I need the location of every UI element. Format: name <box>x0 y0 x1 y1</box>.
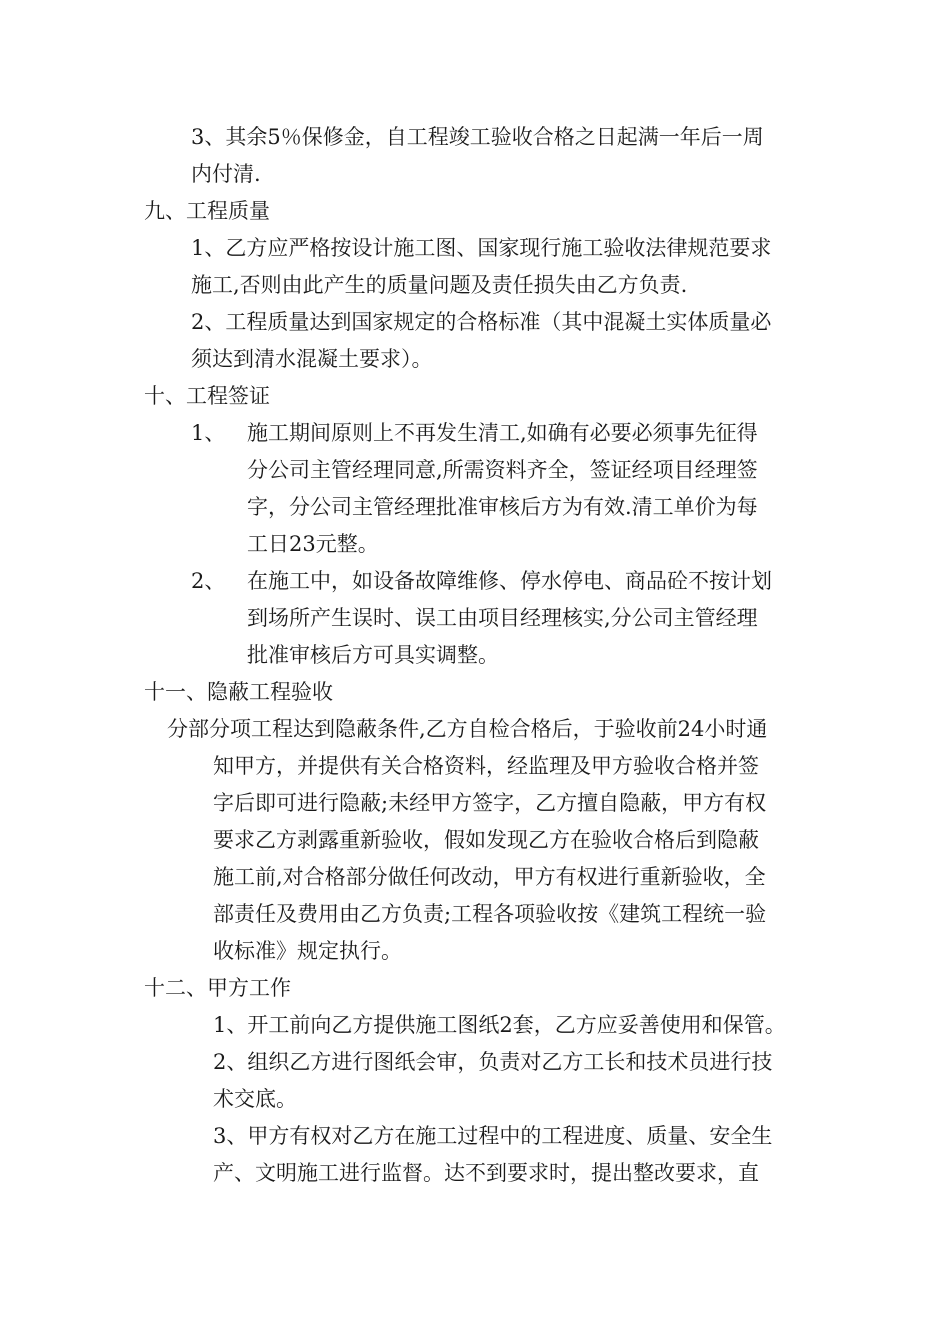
text-line: 在施工中，如设备故障维修、停水停电、商品砼不按计划 <box>247 569 772 593</box>
list-number: 2、 <box>191 569 226 593</box>
text-line: 工日23元整。 <box>247 532 379 556</box>
text-line: 须达到清水混凝土要求）。 <box>191 347 433 371</box>
text-line: 1、开工前向乙方提供施工图纸2套，乙方应妥善使用和保管。 <box>213 1013 786 1037</box>
text-line: 要求乙方剥露重新验收，假如发现乙方在验收合格后到隐蔽 <box>213 828 759 852</box>
text-line: 部责任及费用由乙方负责;工程各项验收按《建筑工程统一验 <box>213 902 767 926</box>
text-line: 施工期间原则上不再发生清工,如确有必要必须事先征得 <box>247 421 758 445</box>
text-line: 字，分公司主管经理批准审核后方为有效.清工单价为每 <box>247 495 758 519</box>
text-line: 术交底。 <box>213 1087 297 1111</box>
section-heading: 十二、甲方工作 <box>144 976 291 1000</box>
text-line: 1、乙方应严格按设计施工图、国家现行施工验收法律规范要求 <box>191 236 772 260</box>
text-line: 批准审核后方可具实调整。 <box>247 643 499 667</box>
text-line: 施工前,对合格部分做任何改动，甲方有权进行重新验收，全 <box>213 865 766 889</box>
section-heading: 十一、隐蔽工程验收 <box>144 680 333 704</box>
section-heading: 十、工程签证 <box>144 384 270 408</box>
text-line: 到场所产生误时、误工由项目经理核实,分公司主管经理 <box>247 606 758 630</box>
text-line: 知甲方，并提供有关合格资料，经监理及甲方验收合格并签 <box>213 754 759 778</box>
text-line: 分公司主管经理同意,所需资料齐全，签证经项目经理签 <box>247 458 758 482</box>
text-line: 3、甲方有权对乙方在施工过程中的工程进度、质量、安全生 <box>213 1124 773 1148</box>
text-line: 产、文明施工进行监督。达不到要求时，提出整改要求，直 <box>213 1161 759 1185</box>
text-line: 2、工程质量达到国家规定的合格标准（其中混凝土实体质量必 <box>191 310 772 334</box>
text-line: 2、组织乙方进行图纸会审，负责对乙方工长和技术员进行技 <box>213 1050 773 1074</box>
text-line: 3、其余5％保修金，自工程竣工验收合格之日起满一年后一周 <box>191 125 764 149</box>
text-line: 内付清. <box>191 162 261 186</box>
section-heading: 九、工程质量 <box>144 199 270 223</box>
text-line: 收标准》规定执行。 <box>213 939 402 963</box>
text-line: 分部分项工程达到隐蔽条件,乙方自检合格后，于验收前24小时通 <box>167 717 768 741</box>
text-line: 字后即可进行隐蔽;未经甲方签字，乙方擅自隐蔽，甲方有权 <box>213 791 767 815</box>
text-line: 施工,否则由此产生的质量问题及责任损失由乙方负责. <box>191 273 688 297</box>
list-number: 1、 <box>191 421 226 445</box>
